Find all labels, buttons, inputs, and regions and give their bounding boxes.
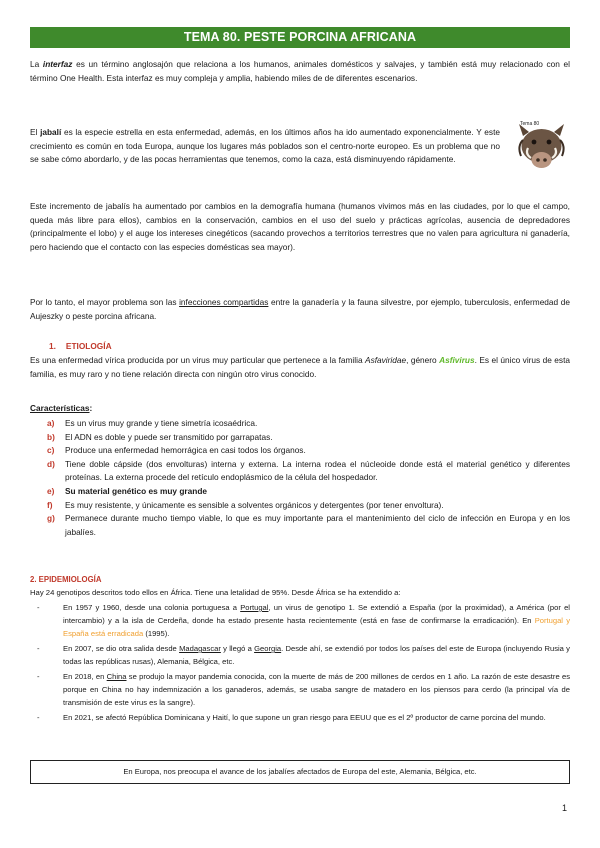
family-name: Asfaviridae [365,355,407,365]
list-item: c) Produce una enfermedad hemorrágica en casi todos los órganos. [47,445,306,456]
list-item: - En 1957 y 1960, desde una colonia portuguesa a Portugal, un virus de genotipo 1. Se extendió a España (por la proximidad), a América (por el intercambio) y a la isla de Cerdeña, donde ha estado presente hasta recientemente (está en fase de confirmarse la erradicación). En Portugal y España está erradicada (1995). [37,603,570,638]
page-number: 1 [562,803,568,813]
paragraph-jabali: El jabalí es la especie estrella en esta enfermedad, además, en los últimos años ha ido aumentado exponencialmente. Y este crecimiento es común en toda Europa, aunque los lugares más poblados son el centro-norte europeo. Es un problema que no se sabe cómo abordarlo, y de las pocas herramientas que tenemos, como la caza, está disminuyendo rápidamente. [30,127,500,165]
caracteristicas-list [47,417,570,539]
list-item: d) Tiene doble cápside (dos envolturas) interna y externa. La interna rodea el núcleoide donde está el material genético y diferentes proteínas. La externa procede del retículo endoplásmico de la célula del hospedador. [47,458,570,483]
epidemiologia-intro: Hay 24 genotipos descritos todo ellos en África. Tiene una letalidad de 95%. Desde África se ha extendido a: [30,588,401,597]
section-heading-etiologia: 1. ETIOLOGÍA [49,341,112,351]
paragraph-infecciones: Por lo tanto, el mayor problema son las infecciones compartidas entre la ganadería y la fauna silvestre, por ejemplo, tuberculosis, enfermedad de Aujeszky o peste porcina africana. [30,297,570,321]
caracteristicas-heading: Características: [30,403,93,413]
paragraph-interfaz: La interfaz es un término anglosajón que relaciona a los humanos, animales domésticos y salvajes, y también está muy relacionado con el término One Health. Esta interfaz es muy compleja y amplia, habiendo miles de de diferentes escenarios. [30,59,570,83]
list-item: g) Permanece durante mucho tiempo viable, lo que es muy importante para el mantenimiento del ciclo de infección en Europa y en los jabalíes. [47,513,570,537]
paragraph-incremento: Este incremento de jabalís ha aumentado por cambios en la demografía humana (humanos vivimos más en las ciudades, por lo que el campo, queda más libre para ellos), cambios en la conservación, cambios en el uso del suelo y prácticas agrícolas, ausencia de depredadores (principalmente el lobo) y el auge los intereses cinegéticos (sacando provechos a territorios terrestres que no valen para agricultura ni ganadería, pero haciendo que el contacto con las especies domésticas sea mayor). [30,201,570,252]
boar-caption: Tema 80 [520,121,540,127]
list-item: e) Su material genético es muy grande [47,485,208,496]
page-title: TEMA 80. PESTE PORCINA AFRICANA [30,27,570,48]
term-jabali: jabalí [40,127,62,137]
list-item: f) Es muy resistente, y únicamente es sensible a solventes orgánicos y detergentes (por tener envoltura). [47,499,444,510]
epidemiologia-list [37,601,570,726]
list-item: a) Es un virus muy grande y tiene simetría icosaédrica. [47,418,258,428]
term-interfaz: interfaz [42,59,73,69]
term-infecciones-compartidas: infecciones compartidas [179,297,269,307]
note-box: En Europa, nos preocupa el avance de los jabalíes afectados de Europa del este, Alemania, Bélgica, etc. [30,760,570,784]
list-item: b) El ADN es doble y puede ser transmitido por garrapatas. [47,431,273,442]
list-item: - En 2018, en China se produjo la mayor pandemia conocida, con la muerte de más de 200 millones de cerdos en 1 año. La razón de este desastre es porque en China no hay indemnización a los ganaderos, además, se usaba sangre de matadero en los piensos para cerdo (la principal vía de transmisión de este virus es la sangre). [37,672,570,707]
list-item: - En 2007, se dio otra salida desde Madagascar y llegó a Georgia. Desde ahí, se extendió por todos los países del este de Europa (incluyendo Rusia y todas las repúblicas rusas), Alemania, Bélgica, etc. [37,644,570,666]
list-item: - En 2021, se afectó República Dominicana y Haití, lo que supone un gran riesgo para EEUU que es el 2º productor de carne porcina del mundo. [37,713,546,722]
paragraph-etiologia: Es una enfermedad vírica producida por un virus muy particular que pertenece a la familia Asfaviridae, género Asfivirus. Es el único virus de esta familia, es muy raro y no tiene relación directa con ningún otro virus conocido. [30,355,570,379]
genus-name: Asfivirus [439,355,475,365]
section-heading-epidemiologia: 2. EPIDEMIOLOGÍA [30,575,102,584]
